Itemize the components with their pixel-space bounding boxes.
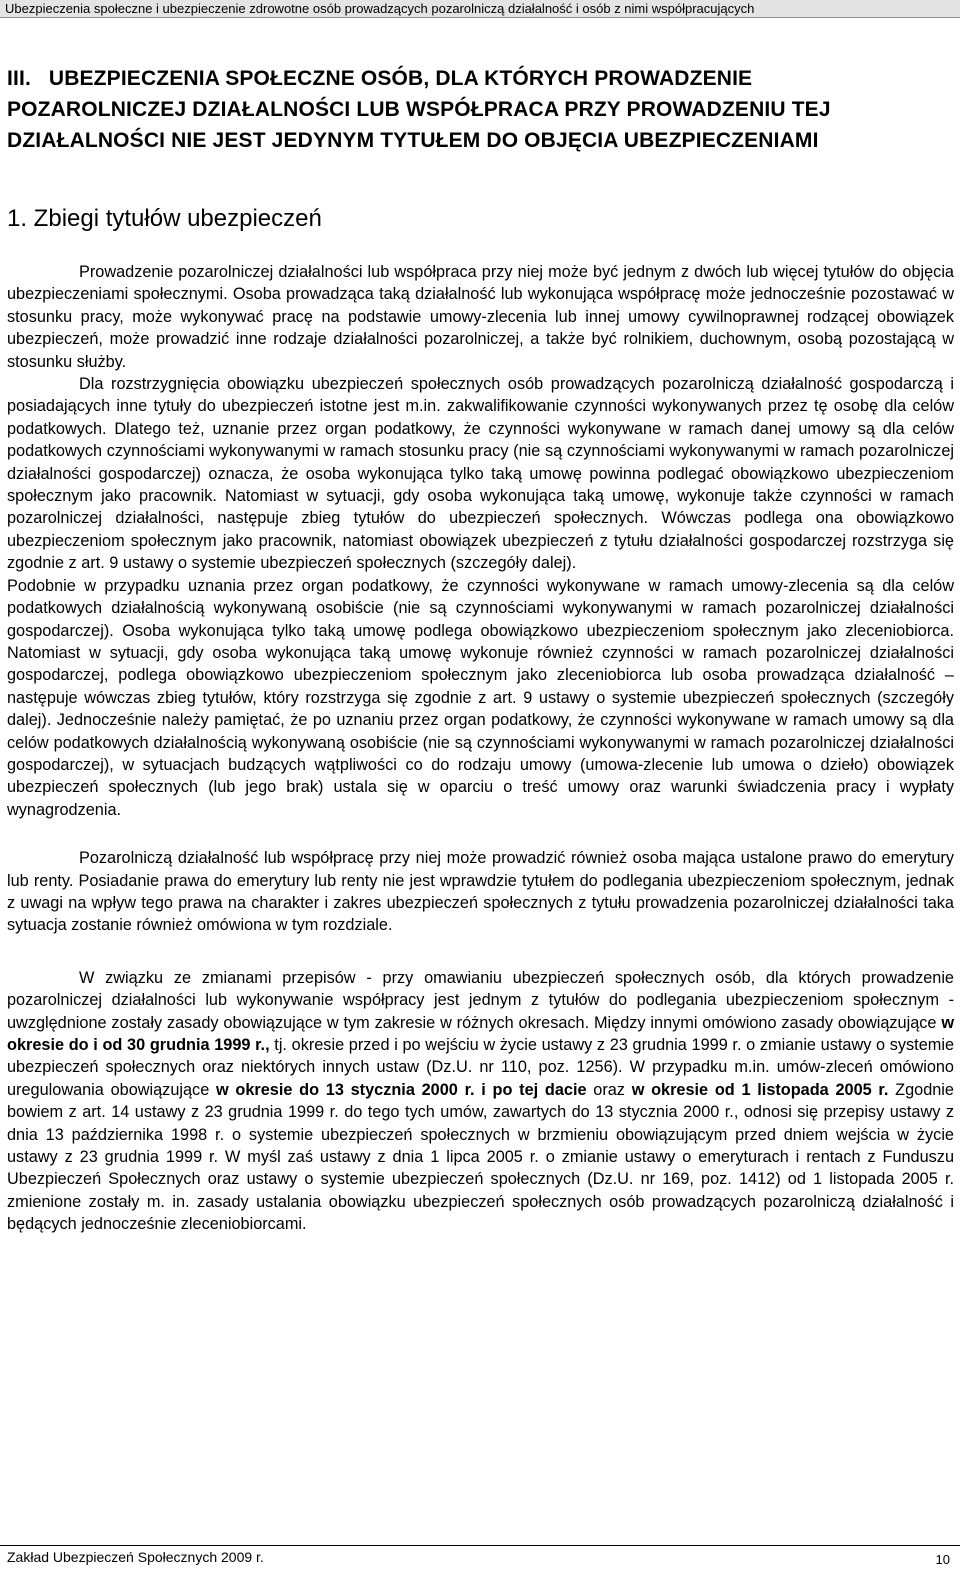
section-title-line-3: DZIAŁALNOŚCI NIE JEST JEDYNYM TYTUŁEM DO OBJĘCIA UBEZPIECZENIAMI xyxy=(7,129,819,152)
footer-institution: Zakład Ubezpieczeń Społecznych 2009 r. xyxy=(7,1549,264,1565)
subsection-title: 1. Zbiegi tytułów ubezpieczeń xyxy=(7,205,322,232)
paragraph-5-bold-c: w okresie od 1 listopada 2005 r. xyxy=(631,1080,889,1099)
section-title xyxy=(7,63,954,156)
paragraph-3: Podobnie w przypadku uznania przez organ podatkowy, że czynności wykonywane w ramach umowy-zlecenia są dla celów podatkowych działalnością wykonywaną osobiście (nie są czynnościami wykonywanymi w ramach pozarolniczej działalności gospodarczej). Osoba wykonująca tylko taką umowę podlega obowiązkowo ubezpieczeniom społecznym jako zleceniobiorca. Natomiast w sytuacji, gdy osoba wykonująca taką umowę wykonuje również czynności w ramach pozarolniczej działalności gospodarczej, podlega obowiązkowo ubezpieczeniom społecznym jako zleceniobiorca lub osoba prowadząca działalność – następuje wówczas zbieg tytułów, który rozstrzyga się zgodnie z art. 9 ustawy o systemie ubezpieczeń społecznych (szczegóły dalej). Jednocześnie należy pamiętać, że po uznaniu przez organ podatkowy, że czynności wykonywane w ramach umowy są dla celów podatkowych działalnością wykonywaną osobiście (nie są czynnościami wykonywanymi w ramach pozarolniczej działalności gospodarczej), w sytuacjach budzących wątpliwości co do rodzaju umowy (umowa-zlecenie lub umowa o dzieło) obowiązek ubezpieczeń społecznych (lub jego brak) ustala się w oparciu o treść umowy oraz warunki świadczenia pracy i wypłaty wynagrodzenia. xyxy=(7,576,954,819)
section-title-line-1: III. UBEZPIECZENIA SPOŁECZNE OSÓB, DLA KTÓRYCH PROWADZENIE xyxy=(7,67,753,90)
paragraph-5-text-c: oraz xyxy=(586,1080,632,1099)
page-number: 10 xyxy=(935,1552,950,1567)
paragraph-5-bold-a: w okresie do i od 30 grudnia 1999 r., xyxy=(7,1013,954,1054)
paragraph-5-text-d: Zgodnie bowiem z art. 14 ustawy z 23 grudnia 1999 r. do tego tych umów, zawartych do 13 stycznia 2000 r., odnosi się przepisy ustawy z dnia 13 października 1998 r. o systemie ubezpieczeń społecznych w brzmieniu obowiązującym przed dniem wejścia w życie ustawy z 23 grudnia 1999 r. W myśl zaś ustawy z dnia 1 lipca 2005 r. o zmianie ustawy o emeryturach i rentach z Funduszu Ubezpieczeń Społecznych oraz ustawy o systemie ubezpieczeń społecznych (Dz.U. nr 169, poz. 1412) od 1 listopada 2005 r. zmienione zostały m. in. zasady ustalania obowiązku ubezpieczeń społecznych osób prowadzących pozarolniczą działalność i będących jednocześnie zleceniobiorcami. xyxy=(7,1080,954,1234)
paragraph-1: Prowadzenie pozarolniczej działalności lub współpraca przy niej może być jednym z dwóch lub więcej tytułów do objęcia ubezpieczeniami społecznymi. Osoba prowadząca taką działalność lub wykonująca współpracę może jednocześnie pozostawać w stosunku pracy, może wykonywać pracę na podstawie umowy-zlecenia lub innej umowy cywilnoprawnej rodzącej obowiązek ubezpieczeń, może prowadzić inne rodzaje działalności pozarolniczej, a także być rolnikiem, duchownym, osobą pozostającą w stosunku służby. xyxy=(7,263,954,371)
paragraph-5-bold-b: w okresie do 13 stycznia 2000 r. i po tej dacie xyxy=(215,1080,587,1099)
paragraph-5-text-b: tj. okresie przed i po wejściu w życie ustawy z 23 grudnia 1999 r. o zmianie ustawy o systemie ubezpieczeń społecznych oraz niektórych innych ustaw (Dz.U. nr 110, poz. 1256). W przypadku m.in. umów-zleceń omówiono uregulowania obowiązujące xyxy=(7,1036,954,1099)
footer-divider xyxy=(0,1545,960,1546)
running-header: Ubezpieczenia społeczne i ubezpieczenie zdrowotne osób prowadzących pozarolniczą działalność i osób z nimi współpracujących xyxy=(0,0,960,18)
paragraph-5-text-a: W związku ze zmianami przepisów - przy omawianiu ubezpieczeń społecznych osób, dla których prowadzenie pozarolniczej działalności lub wykonywanie współpracy jest jednym z tytułów do podlegania ubezpieczeniom społecznym - uwzględnione zostały zasady obowiązujące w tym zakresie w różnych okresach. Między innymi omówiono zasady obowiązujące xyxy=(7,968,954,1032)
paragraph-5 xyxy=(7,967,954,1236)
document-body xyxy=(7,63,954,1236)
paragraph-4: Pozarolniczą działalność lub współpracę przy niej może prowadzić również osoba mająca ustalone prawo do emerytury lub renty. Posiadanie prawa do emerytury lub renty nie jest wprawdzie tytułem do podlegania ubezpieczeniom społecznym, jednak z uwagi na wpływ tego prawa na charakter i zakres ubezpieczeń społecznych z tytułu prowadzenia pozarolniczej działalności taka sytuacja zostanie również omówiona w tym rozdziale. xyxy=(7,849,954,935)
section-title-line-2: POZAROLNICZEJ DZIAŁALNOŚCI LUB WSPÓŁPRACA PRZY PROWADZENIU TEJ xyxy=(7,98,831,121)
paragraph-2: Dla rozstrzygnięcia obowiązku ubezpieczeń społecznych osób prowadzących pozarolniczą działalność gospodarczą i posiadających inne tytuły do ubezpieczeń istotne jest m.in. zakwalifikowanie czynności wykonywanych przez tę osobę dla celów podatkowych. Dlatego też, uznanie przez organ podatkowy, że czynności wykonywane w ramach danej umowy są dla celów podatkowych czynnościami wykonywanymi w ramach stosunku pracy (nie są czynnościami wykonywanymi w ramach pozarolniczej działalności gospodarczej) oznacza, że osoba wykonująca tylko taką umowę powinna podlegać obowiązkowo ubezpieczeniom społecznym jako pracownik. Natomiast w sytuacji, gdy osoba wykonująca taką umowę, wykonuje także czynności w ramach pozarolniczej działalności, następuje zbieg tytułów do ubezpieczeń społecznych. Wówczas podlega ona obowiązkowo ubezpieczeniom społecznym jako pracownik, natomiast obowiązek ubezpieczeń z tytułu działalności gospodarczej rozstrzyga się zgodnie z art. 9 ustawy o systemie ubezpieczeń społecznych (szczegóły dalej). xyxy=(7,375,954,573)
